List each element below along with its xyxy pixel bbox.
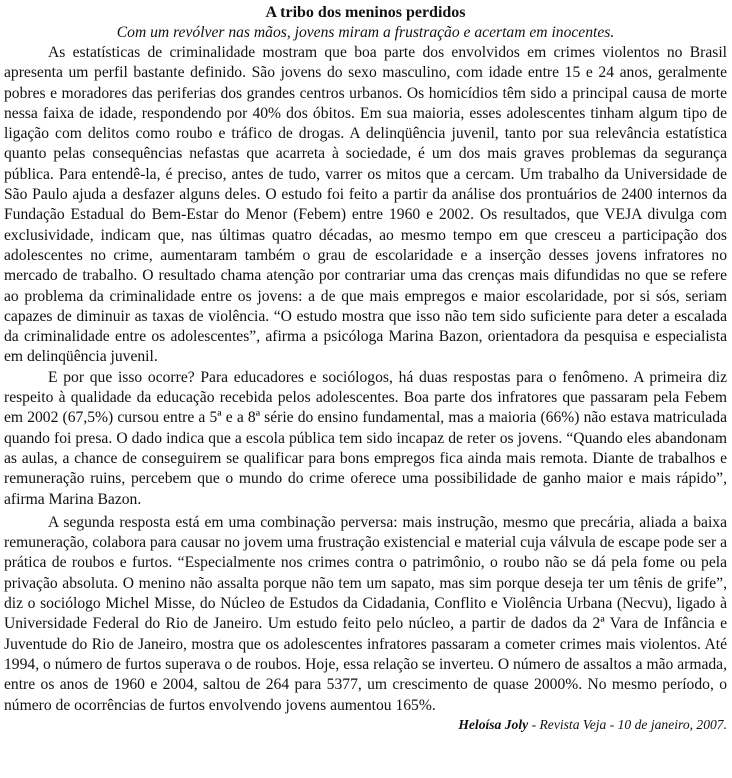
article-credit <box>4 716 727 734</box>
paragraph-1: As estatísticas de criminalidade mostram que boa parte dos envolvidos em crimes violentos no Brasil apresenta um perfil bastante definido. São jovens do sexo masculino, com idade entre 15 e 24 anos, geralmente pobres e moradores das periferias dos grandes centros urbanos. Os homicídios têm sido a principal causa de morte nessa faixa de idade, respondendo por 40% dos óbitos. Em sua maioria, esses adolescentes tinham algum tipo de ligação com delitos como roubo e tráfico de drogas. A delinqüência juvenil, tanto por sua relevância estatística quanto pelas consequências nefastas que acarreta à sociedade, é um dos mais graves problemas da segurança pública. Para entendê-la, é preciso, antes de tudo, varrer os mitos que a cercam. Um trabalho da Universidade de São Paulo ajuda a desfazer alguns deles. O estudo foi feito a partir da análise dos prontuários de 2400 internos da Fundação Estadual do Bem-Estar do Menor (Febem) entre 1960 e 2002. Os resultados, que VEJA divulga com exclusividade, indicam que, nas últimas quatro décadas, ao mesmo tempo em que cresceu a participação dos adolescentes no crime, aumentaram também o grau de escolaridade e a inserção desses jovens infratores no mercado de trabalho. O resultado chama atenção por contrariar uma das crenças mais difundidas no que se refere ao problema da criminalidade entre os jovens: a de que mais empregos e maior escolaridade, por si sós, seriam capazes de diminuir as taxas de violência. “O estudo mostra que isso não tem sido suficiente para deter a escalada da criminalidade entre os adolescentes”, afirma a psicóloga Marina Bazon, orientadora da pesquisa e especialista em delinqüência juvenil. <box>4 44 727 366</box>
credit-source: - Revista Veja - 10 de janeiro, 2007. <box>528 716 727 732</box>
article-title: A tribo dos meninos perdidos <box>265 4 466 21</box>
credit-author: Heloísa Joly <box>458 716 529 732</box>
paragraph-3: A segunda resposta está em uma combinação perversa: mais instrução, mesmo que precária, aliada a baixa remuneração, colabora para causar no jovem uma frustração existencial e material cuja válvula de escape pode ser a prática de roubos e furtos. “Especialmente nos crimes contra o patrimônio, o roubo não se dá pela fome ou pela privação absoluta. O menino não assalta porque não tem um sapato, mas sim porque deseja ter um tênis de grife”, diz o sociólogo Michel Misse, do Núcleo de Estudos da Cidadania, Conflito e Violência Urbana (Necvu), ligado à Universidade Federal do Rio de Janeiro. Um estudo feito pelo núcleo, a partir de dados da 2ª Vara de Infância e Juventude do Rio de Janeiro, mostra que os adolescentes infratores passaram a cometer crimes mais violentos. Até 1994, o número de furtos superava o de roubos. Hoje, essa relação se inverteu. O número de assaltos a mão armada, entre os anos de 1960 e 2004, saltou de 264 para 5377, um crescimento de quase 2000%. No mesmo período, o número de ocorrências de furtos envolvendo jovens aumentou 165%. <box>4 513 728 714</box>
article-subtitle: Com um revólver nas mãos, jovens miram a frustração e acertam em inocentes. <box>116 24 615 41</box>
paragraph-2: E por que isso ocorre? Para educadores e sociólogos, há duas respostas para o fenômeno. A primeira diz respeito à qualidade da educação recebida pelos adolescentes. Boa parte dos infratores que passaram pela Febem em 2002 (67,5%) cursou entre a 5ª e a 8ª série do ensino fundamental, mas a maioria (66%) não estava matriculada quando foi presa. O dado indica que a escola pública tem sido incapaz de reter os jovens. “Quando eles abandonam as aulas, a chance de conseguirem se qualificar para bons empregos fica ainda mais remota. Diante de trabalhos e remuneração ruins, percebem que o mundo do crime oferece uma possibilidade de ganho maior e mais rápido”, afirma Marina Bazon. <box>4 368 727 508</box>
article <box>4 0 727 734</box>
